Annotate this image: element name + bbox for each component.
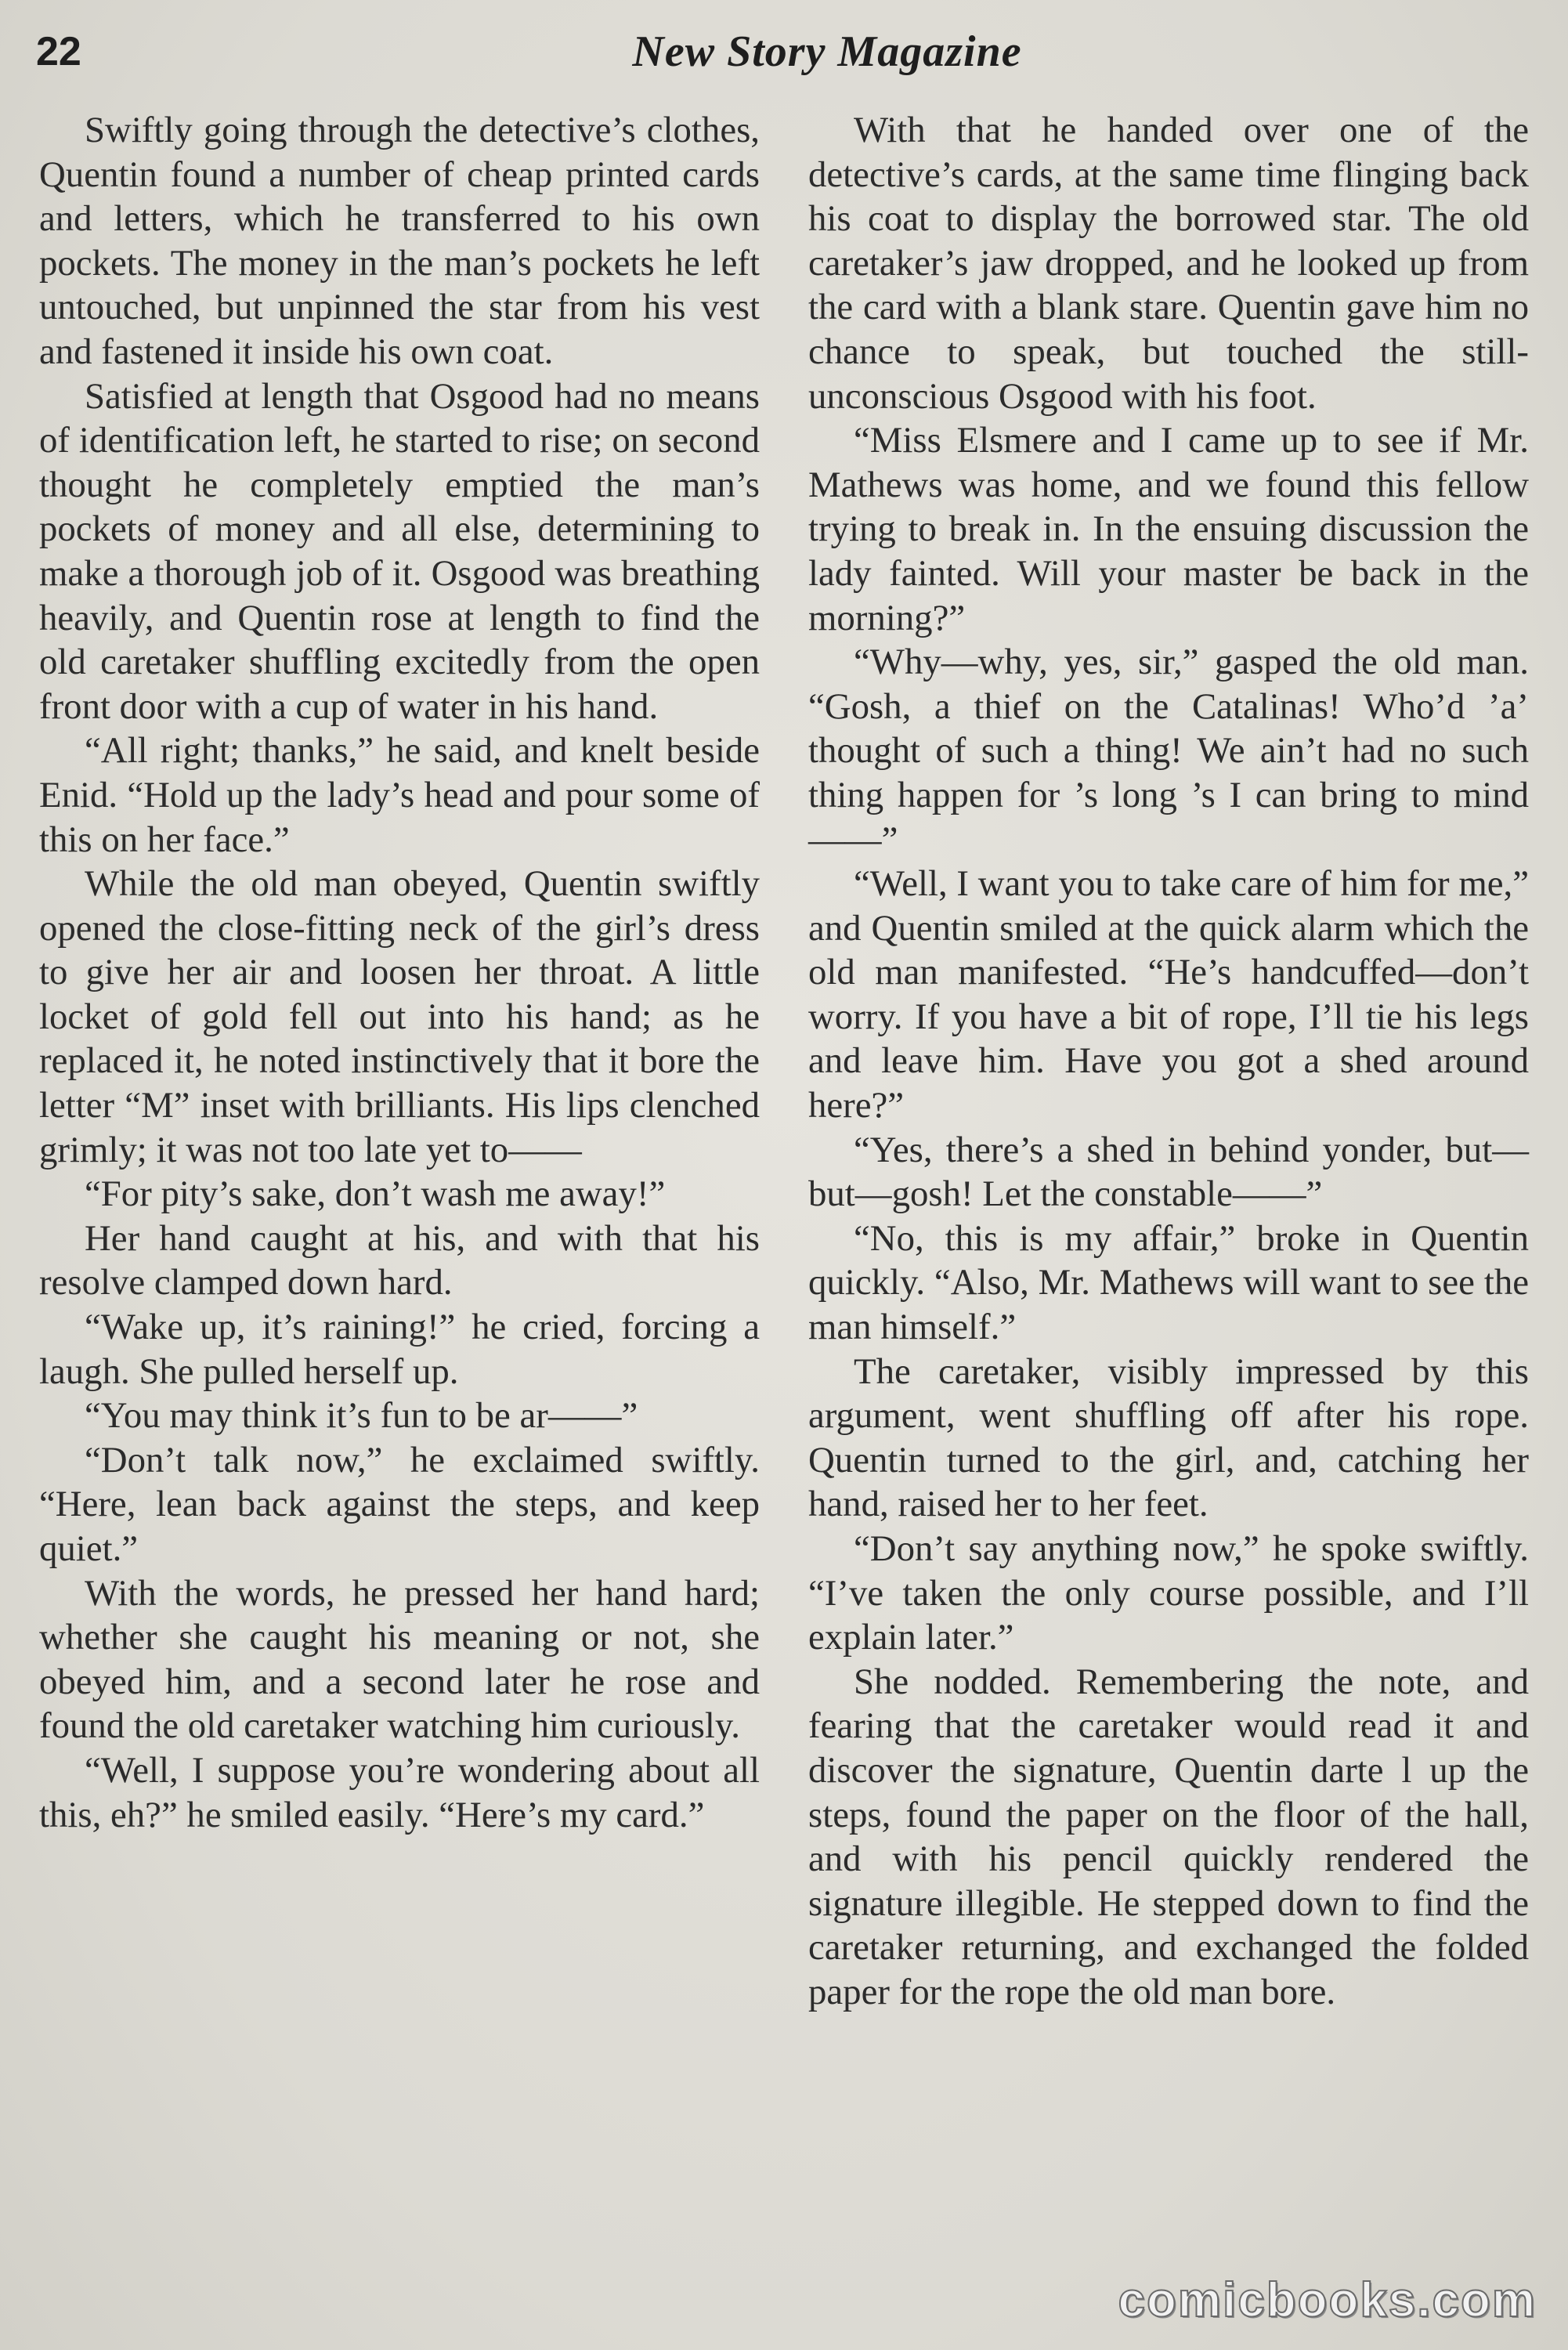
paragraph: “Well, I suppose you’re wondering about all this, eh?” he smiled easily. “Here’s my card.” — [39, 1749, 760, 1835]
paragraph: Satisfied at length that Osgood had no means of identification left, he started to rise; on second thought he completely emptied the man’s pockets of money and all else, determining to make a thorough job of it. Osgood was breathing heavily, and Quentin rose at length to find the old caretaker shuffling excitedly from the open front door with a cup of water in his hand. — [39, 375, 760, 727]
paragraph: With the words, he pressed her hand hard; whether she caught his meaning or not, she obeyed him, and a second later he rose and found the old caretaker watching him curiously. — [39, 1572, 760, 1747]
page-number: 22 — [36, 29, 81, 74]
paragraph: Her hand caught at his, and with that his resolve clamped down hard. — [39, 1217, 760, 1303]
paragraph: “No, this is my affair,” broke in Quentin quickly. “Also, Mr. Mathews will want to see the man himself.” — [808, 1217, 1529, 1348]
paragraph: “Don’t say anything now,” he spoke swiftly. “I’ve taken the only course possible, and I’ll explain later.” — [808, 1528, 1529, 1658]
paragraph: “Well, I want you to take care of him for me,” and Quentin smiled at the quick alarm which the old man manifested. “He’s handcuffed—don’t worry. If you have a bit of rope, I’ll tie his legs and leave him. Have you got a shed around here?” — [808, 863, 1529, 1126]
left-column — [39, 108, 760, 1837]
paragraph: “Wake up, it’s raining!” he cried, forcing a laugh. She pulled herself up. — [39, 1307, 760, 1392]
paragraph: With that he handed over one of the detective’s cards, at the same time flinging back his coat to display the borrowed star. The old caretaker’s jaw dropped, and he looked up from the card with a blank stare. Quentin gave him no chance to speak, but touched the still-unconscious Osgood with his foot. — [808, 110, 1529, 417]
paragraph: The caretaker, visibly impressed by this argument, went shuffling off after his rope. Quentin turned to the girl, and, catching her hand, raised her to her feet. — [808, 1350, 1529, 1525]
paragraph: “You may think it’s fun to be ar——” — [85, 1395, 638, 1437]
right-column — [808, 108, 1529, 2015]
page-header — [36, 27, 1532, 81]
paragraph: “Why—why, yes, sir,” gasped the old man. “Gosh, a thief on the Catalinas! Who’d ’a’ thought of such a thing! We ain’t had no such thing happen for ’s long ’s I can bring to mind——” — [808, 642, 1529, 860]
paragraph: “All right; thanks,” he said, and knelt beside Enid. “Hold up the lady’s head and pour some of this on her face.” — [39, 730, 760, 860]
paragraph: “Yes, there’s a shed in behind yonder, but—but—gosh! Let the constable——” — [808, 1129, 1529, 1215]
paragraph: “Don’t talk now,” he exclaimed swiftly. “Here, lean back against the steps, and keep quiet.” — [39, 1439, 760, 1569]
paragraph: “For pity’s sake, don’t wash me away!” — [85, 1173, 666, 1215]
paragraph: “Miss Elsmere and I came up to see if Mr. Mathews was home, and we found this fellow trying to break in. In the ensuing discussion the lady fainted. Will your master be back in the morning?” — [808, 420, 1529, 638]
paragraph: Swiftly going through the detective’s clothes, Quentin found a number of cheap printed cards and letters, which he transferred to his own pockets. The money in the man’s pockets he left untouched, but unpinned the star from his vest and fastened it inside his own coat. — [39, 110, 760, 372]
magazine-title: New Story Magazine — [632, 27, 1022, 76]
paragraph: She nodded. Remembering the note, and fearing that the caretaker would read it and discover the signature, Quentin darte l up the steps, found the paper on the floor of the hall, and with his pencil quickly rendered the signature illegible. He stepped down to find the caretaker returning, and exchanged the folded paper for the rope the old man bore. — [808, 1661, 1529, 2012]
watermark-logo: comicbooks.com — [1118, 2273, 1537, 2327]
paragraph: While the old man obeyed, Quentin swiftly opened the close-fitting neck of the girl’s dress to give her air and loosen her throat. A little locket of gold fell out into his hand; as he replaced it, he noted instinctively that it bore the letter “M” inset with brilliants. His lips clenched grimly; it was not too late yet to—— — [39, 863, 760, 1170]
